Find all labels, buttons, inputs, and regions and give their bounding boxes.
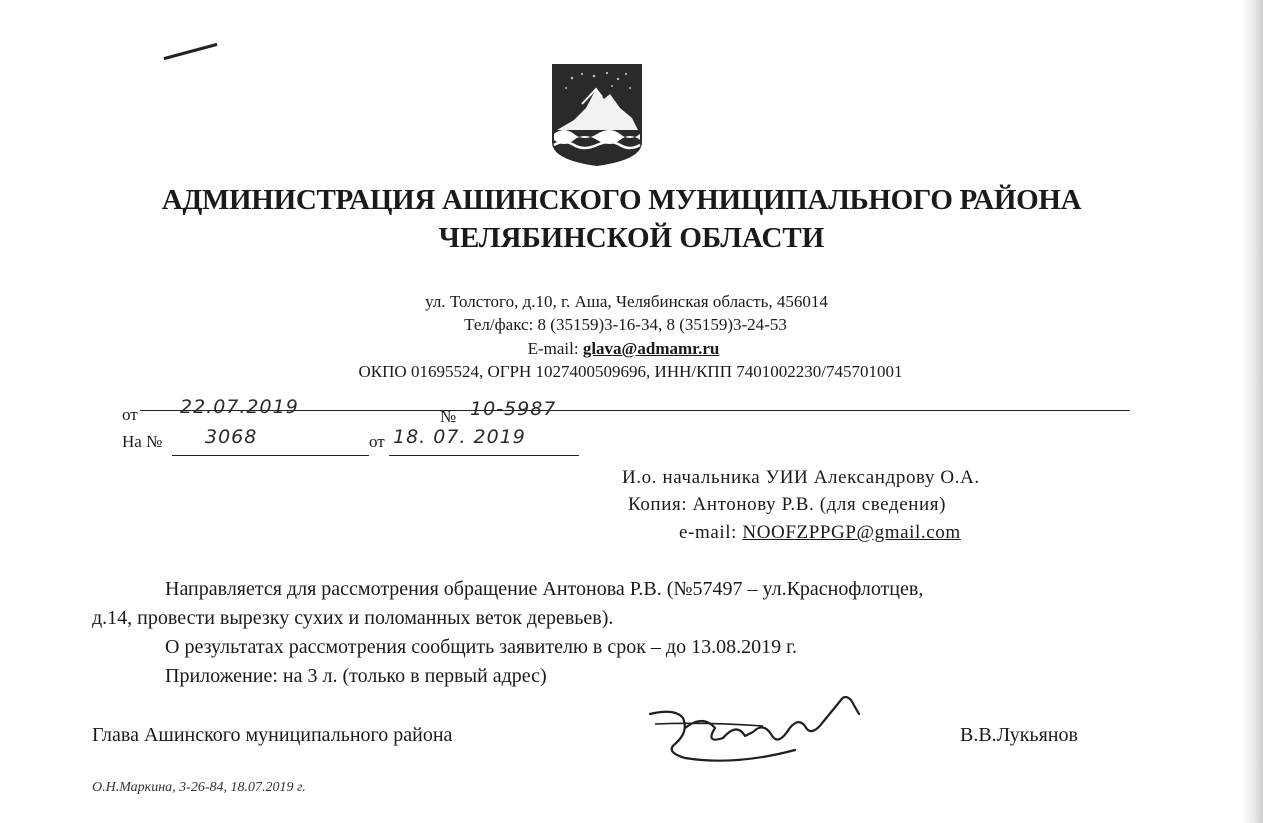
scan-edge — [1241, 0, 1263, 823]
recipient-copy: Копия: Антонову Р.В. (для сведения) — [628, 494, 947, 515]
body-paragraph-1-line-1: Направляется для рассмотрения обращение Антонова Р.В. (№57497 – ул.Краснофлотцев, — [165, 578, 924, 600]
org-address: ул. Толстого, д.10, г. Аша, Челябинская область, 456014 — [425, 292, 828, 311]
org-title: АДМИНИСТРАЦИЯ АШИНСКОГО МУНИЦИПАЛЬНОГО РАЙОНА — [161, 184, 1082, 216]
outgoing-number: 10-5987 — [470, 398, 557, 420]
org-codes: ОКПО 01695524, ОГРН 1027400509696, ИНН/КПП 7401002230/745701001 — [358, 362, 903, 381]
outgoing-date-label: от — [122, 405, 138, 424]
recipient-email-line — [679, 522, 961, 544]
body-paragraph-2: О результатах рассмотрения сообщить заявителю в срок – до 13.08.2019 г. — [165, 636, 798, 658]
org-phone: Тел/факс: 8 (35159)3-16-34, 8 (35159)3-24-53 — [464, 315, 787, 334]
coat-of-arms-icon — [552, 64, 642, 166]
outgoing-number-label: № — [440, 407, 457, 426]
signatory-name: В.В.Лукьянов — [960, 724, 1078, 746]
handwritten-signature-icon — [645, 692, 870, 772]
recipient-email-label: e-mail: — [679, 522, 738, 543]
reply-number: 3068 — [205, 426, 258, 448]
signatory-position: Глава Ашинского муниципального района — [92, 724, 453, 746]
reply-number-rule — [172, 455, 369, 456]
recipient-name: И.о. начальника УИИ Александрову О.А. — [622, 467, 980, 488]
reply-date: 18. 07. 2019 — [393, 426, 526, 448]
body-attachment: Приложение: на 3 л. (только в первый адрес) — [165, 665, 547, 687]
body-paragraph-1-line-2: д.14, провести вырезку сухих и поломанных веток деревьев). — [92, 607, 614, 629]
reply-date-rule — [389, 455, 579, 456]
reply-number-label: На № — [122, 432, 163, 451]
recipient-email-link[interactable]: NOOFZPPGP@gmail.com — [742, 522, 961, 543]
reply-date-label: от — [369, 432, 385, 451]
org-email-line — [0, 339, 1263, 359]
org-email-link[interactable]: glava@admamr.ru — [582, 339, 720, 358]
scan-mark — [164, 43, 218, 60]
outgoing-date: 22.07.2019 — [180, 396, 299, 418]
org-region: ЧЕЛЯБИНСКОЙ ОБЛАСТИ — [438, 222, 825, 254]
org-email-label: E-mail: — [527, 339, 579, 358]
executor-note: О.Н.Маркина, 3-26-84, 18.07.2019 г. — [92, 780, 306, 795]
